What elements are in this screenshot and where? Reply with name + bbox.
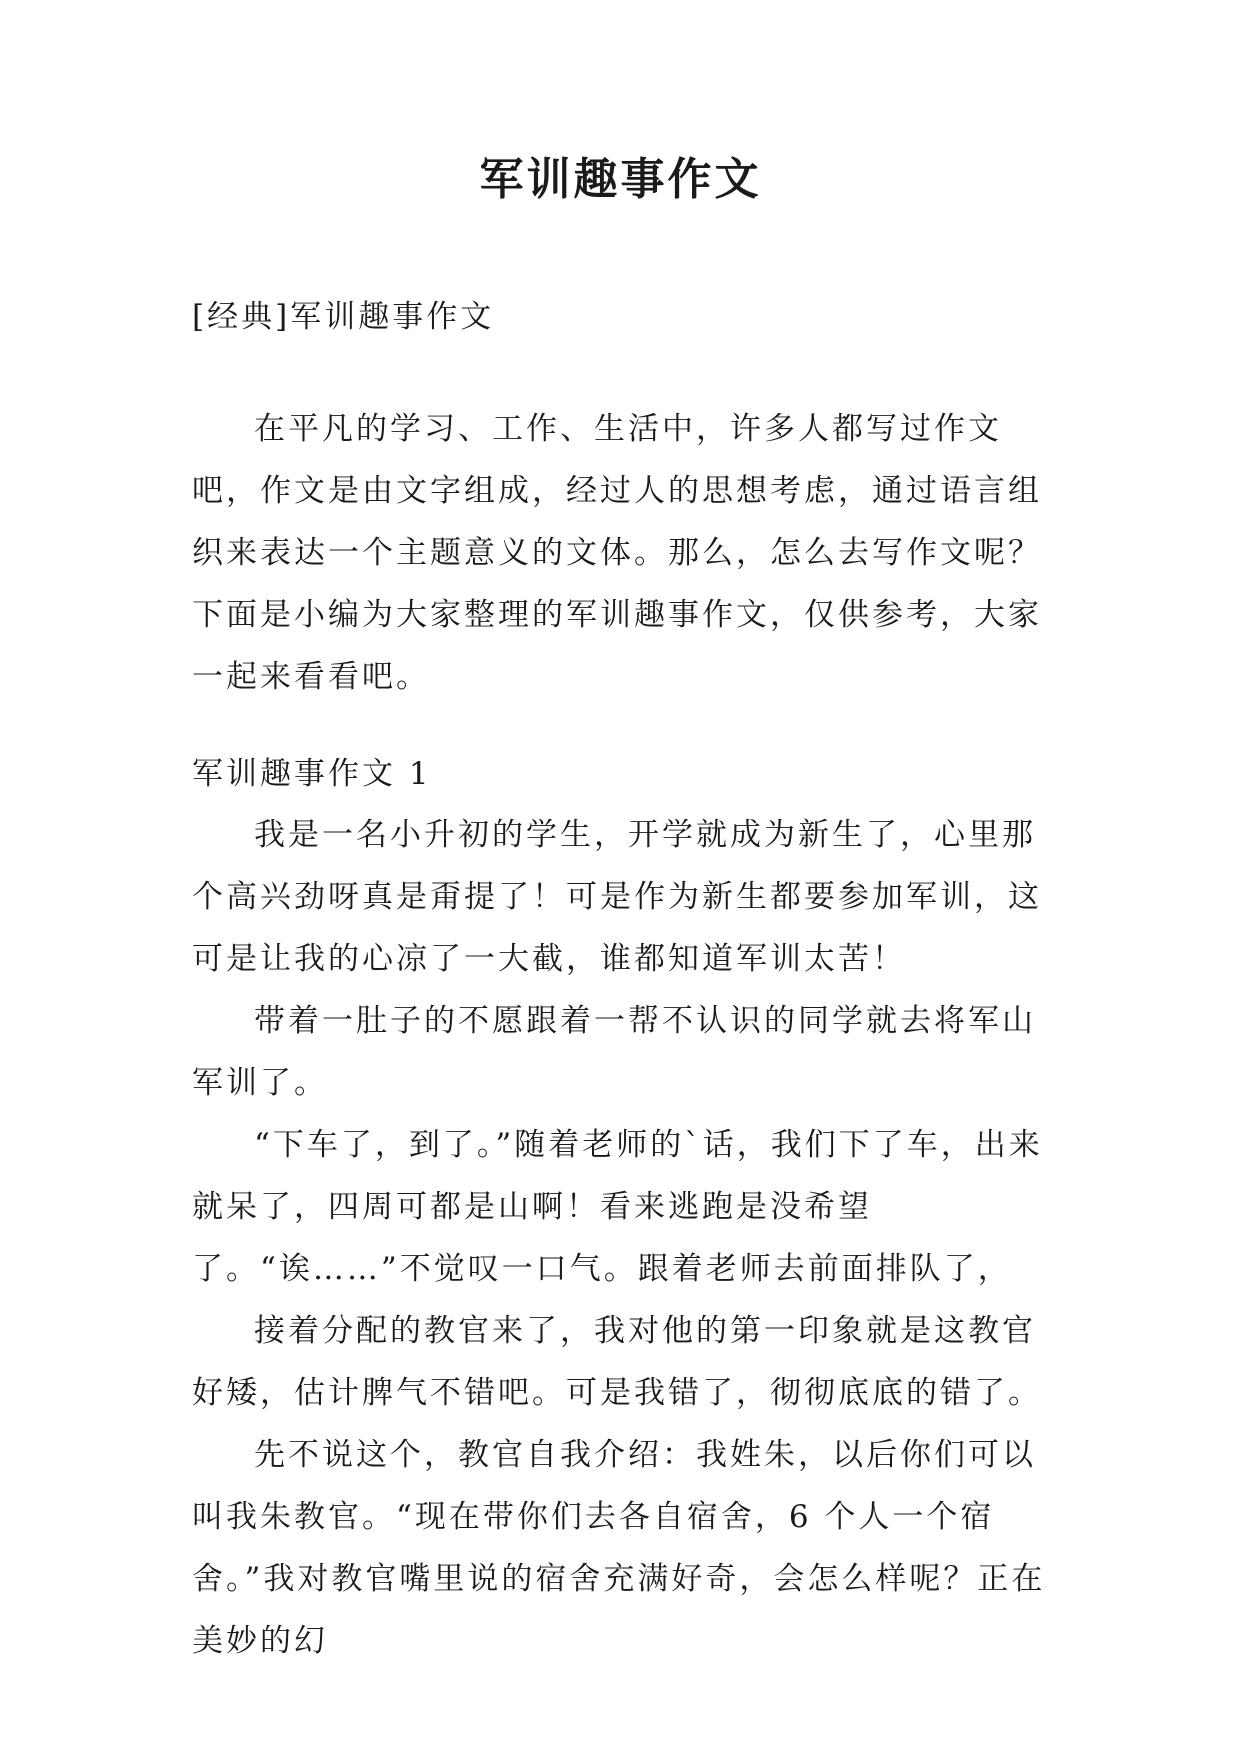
document-title: 军训趣事作文 bbox=[479, 154, 762, 205]
section-body bbox=[192, 804, 1050, 1672]
body-paragraph: “下车了，到了。”随着老师的`话，我们下了车，出来就呆了，四周可都是山啊！看来逃跑是没希望了。“诶……”不觉叹一口气。跟着老师去前面排队了， bbox=[192, 1127, 1043, 1287]
section-heading: 军训趣事作文 1 bbox=[192, 756, 432, 792]
body-paragraph: 我是一名小升初的学生，开学就成为新生了，心里那个高兴劲呀真是甭提了！可是作为新生都要参加军训，这可是让我的心凉了一大截，谁都知道军训太苦！ bbox=[192, 817, 1042, 977]
body-paragraph: 接着分配的教官来了，我对他的第一印象就是这教官好矮，估计脾气不错吧。可是我错了，彻彻底底的错了。 bbox=[192, 1313, 1042, 1411]
intro-paragraph: 在平凡的学习、工作、生活中，许多人都写过作文吧，作文是由文字组成，经过人的思想考虑，通过语言组织来表达一个主题意义的文体。那么，怎么去写作文呢？下面是小编为大家整理的军训趣事作文，仅供参考，大家一起来看看吧。 bbox=[192, 411, 1042, 695]
document-subtitle: [经典]军训趣事作文 bbox=[192, 299, 495, 335]
body-paragraph: 先不说这个，教官自我介绍：我姓朱，以后你们可以叫我朱教官。“现在带你们去各自宿舍，6 个人一个宿舍。”我对教官嘴里说的宿舍充满好奇，会怎么样呢？正在美妙的幻 bbox=[192, 1437, 1046, 1659]
body-paragraph: 带着一肚子的不愿跟着一帮不认识的同学就去将军山军训了。 bbox=[192, 1003, 1036, 1101]
